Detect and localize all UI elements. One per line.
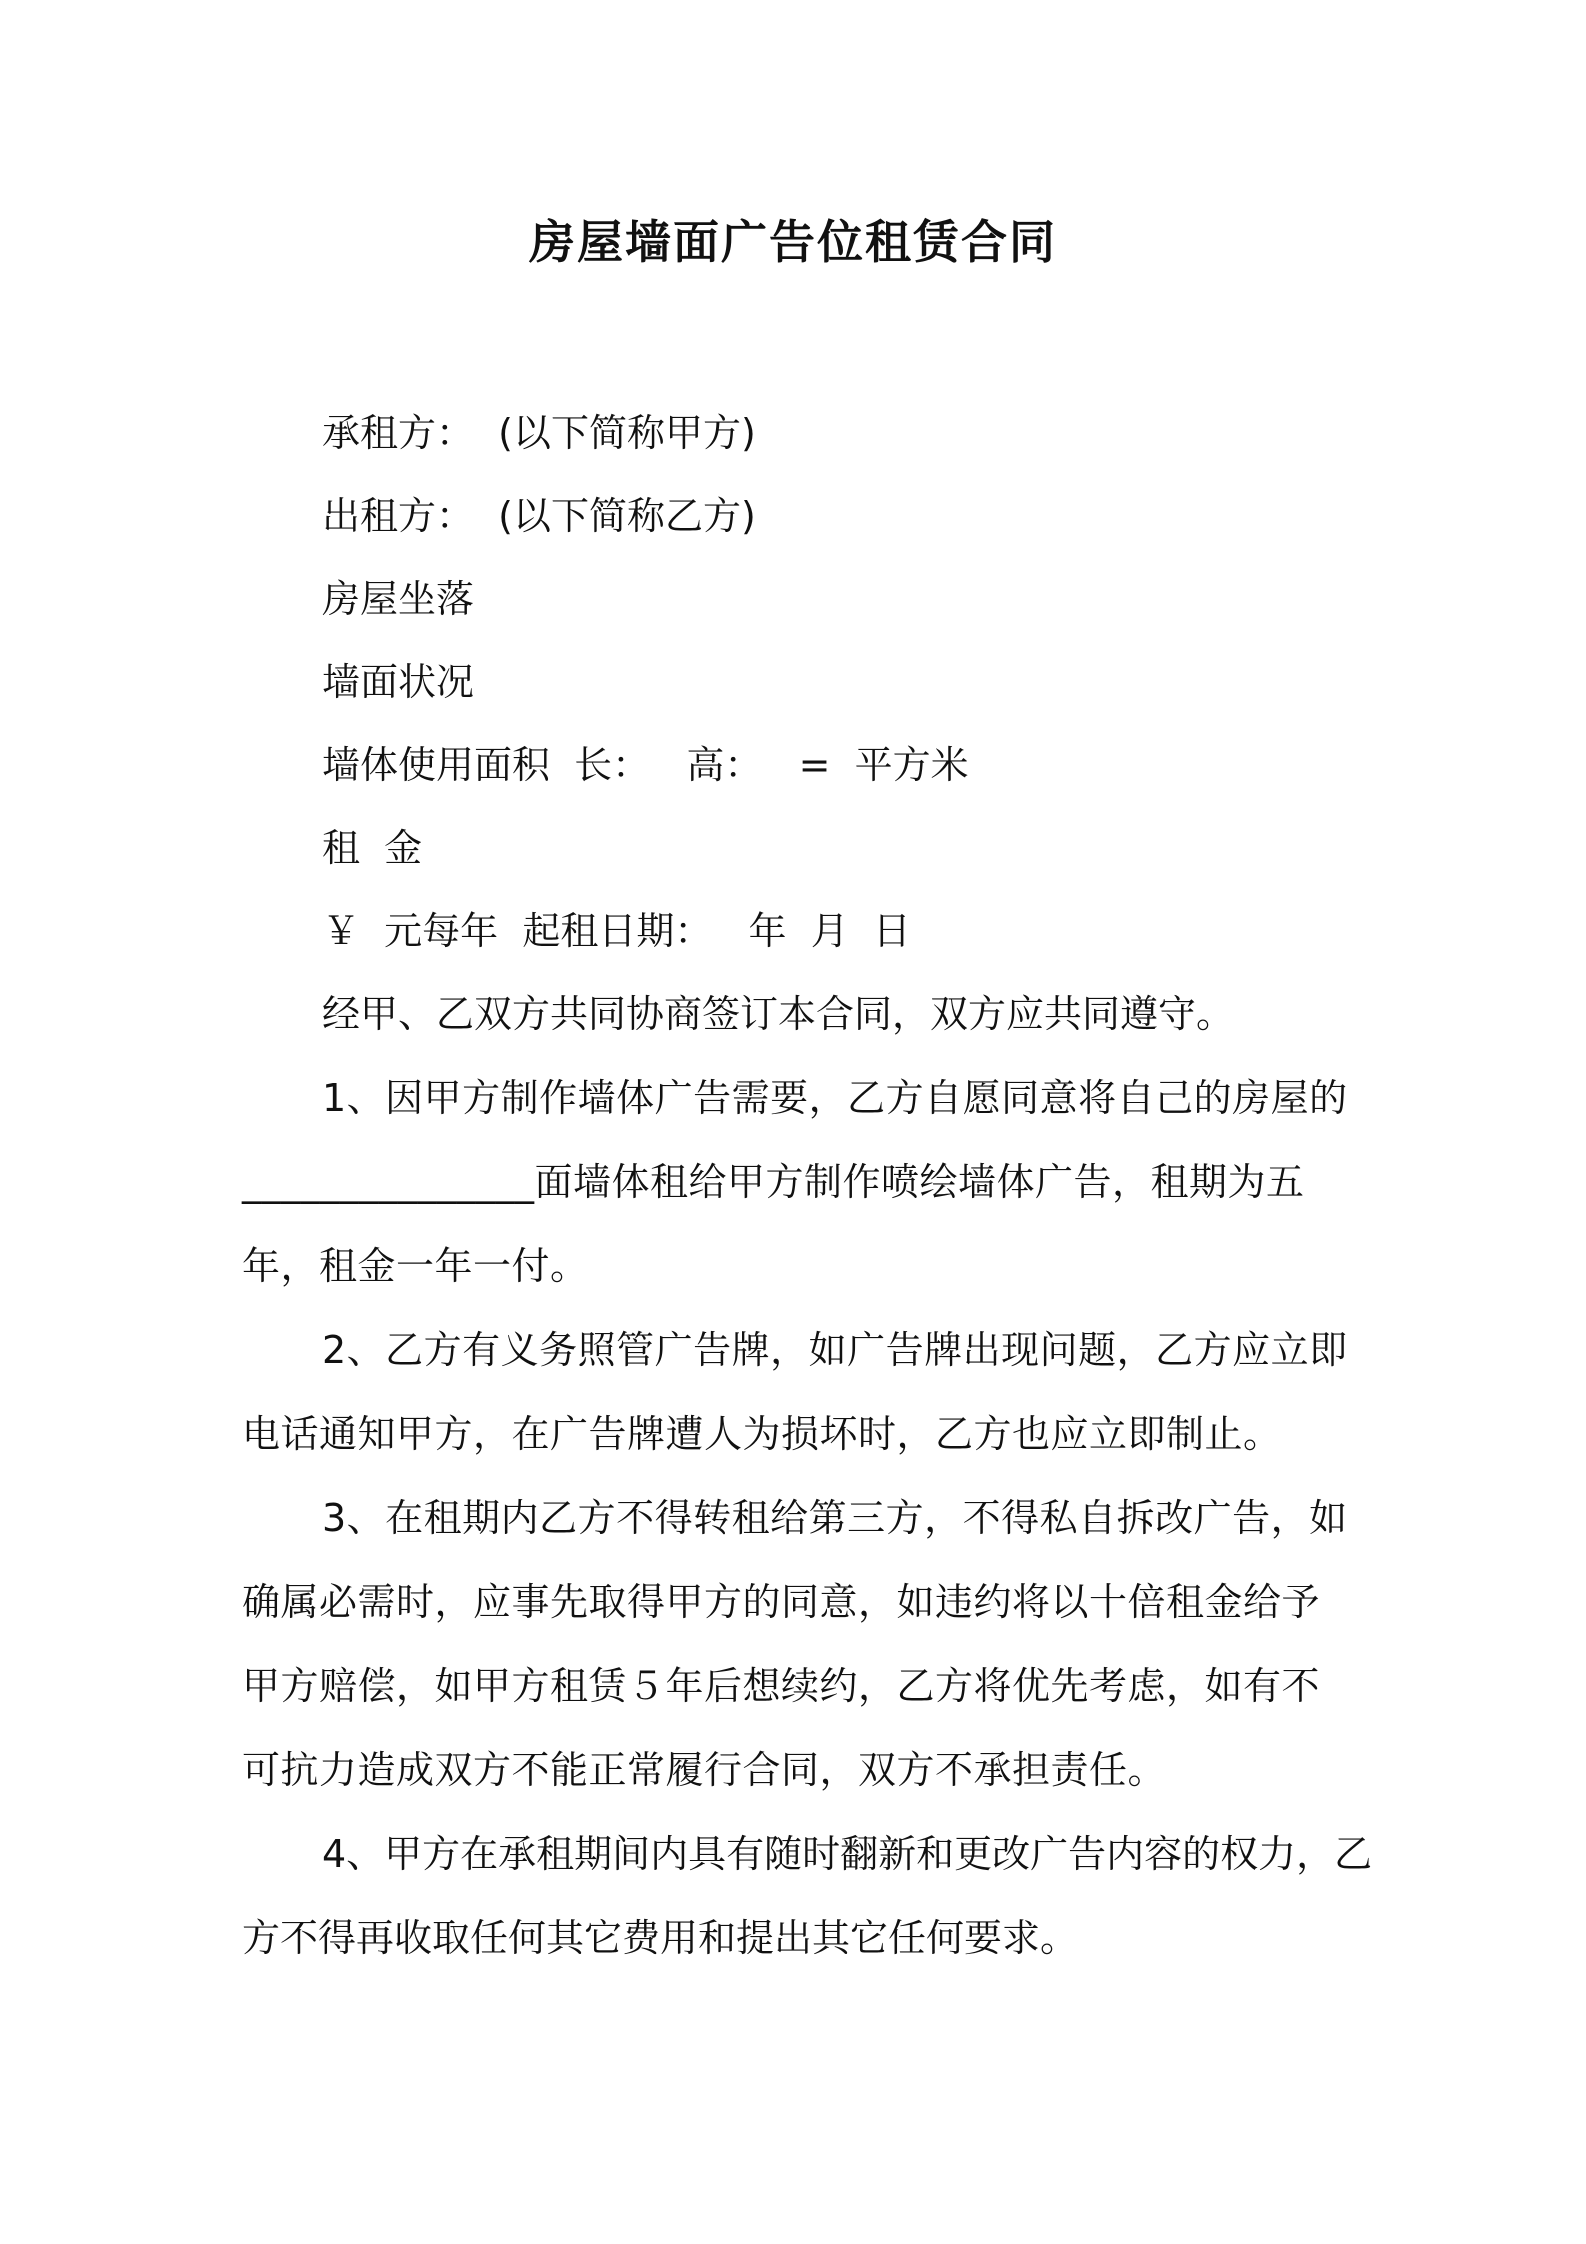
clause-1: 1、因甲方制作墙体广告需要，乙方自愿同意将自己的房屋的_______________面墙体租给甲方制作喷绘墙体广告，租期为五年，租金一年一付。 (242, 1076, 1348, 1288)
field-lessor: 出租方： (以下简称乙方) (322, 494, 756, 538)
field-wall-condition: 墙面状况 (322, 660, 475, 704)
field-lessee: 承租方： (以下简称甲方) (322, 411, 756, 455)
clause-4: 4、甲方在承租期间内具有随时翻新和更改广告内容的权力，乙方不得再收取任何其它费用和提出其它任何要求。 (242, 1832, 1373, 1960)
clause-2: 2、乙方有义务照管广告牌，如广告牌出现问题，乙方应立即电话通知甲方，在广告牌遭人为损坏时，乙方也应立即制止。 (242, 1328, 1348, 1456)
intro-paragraph: 经甲、乙双方共同协商签订本合同，双方应共同遵守。 (322, 992, 1235, 1036)
clause-3: 3、在租期内乙方不得转租给第三方，不得私自拆改广告，如确属必需时，应事先取得甲方的同意，如违约将以十倍租金给予甲方赔偿，如甲方租赁５年后想续约，乙方将优先考虑，如有不可抗力造成双方不能正常履行合同，双方不承担责任。 (242, 1496, 1348, 1792)
field-location: 房屋坐落 (322, 577, 475, 621)
field-rent-amount-and-start-date: ￥ 元每年 起租日期： 年 月 日 (322, 909, 911, 953)
field-rent: 租 金 (322, 826, 423, 870)
document-title: 房屋墙面广告位租赁合同 (529, 215, 1057, 269)
field-wall-area: 墙体使用面积 长： 高： = 平方米 (322, 743, 969, 787)
